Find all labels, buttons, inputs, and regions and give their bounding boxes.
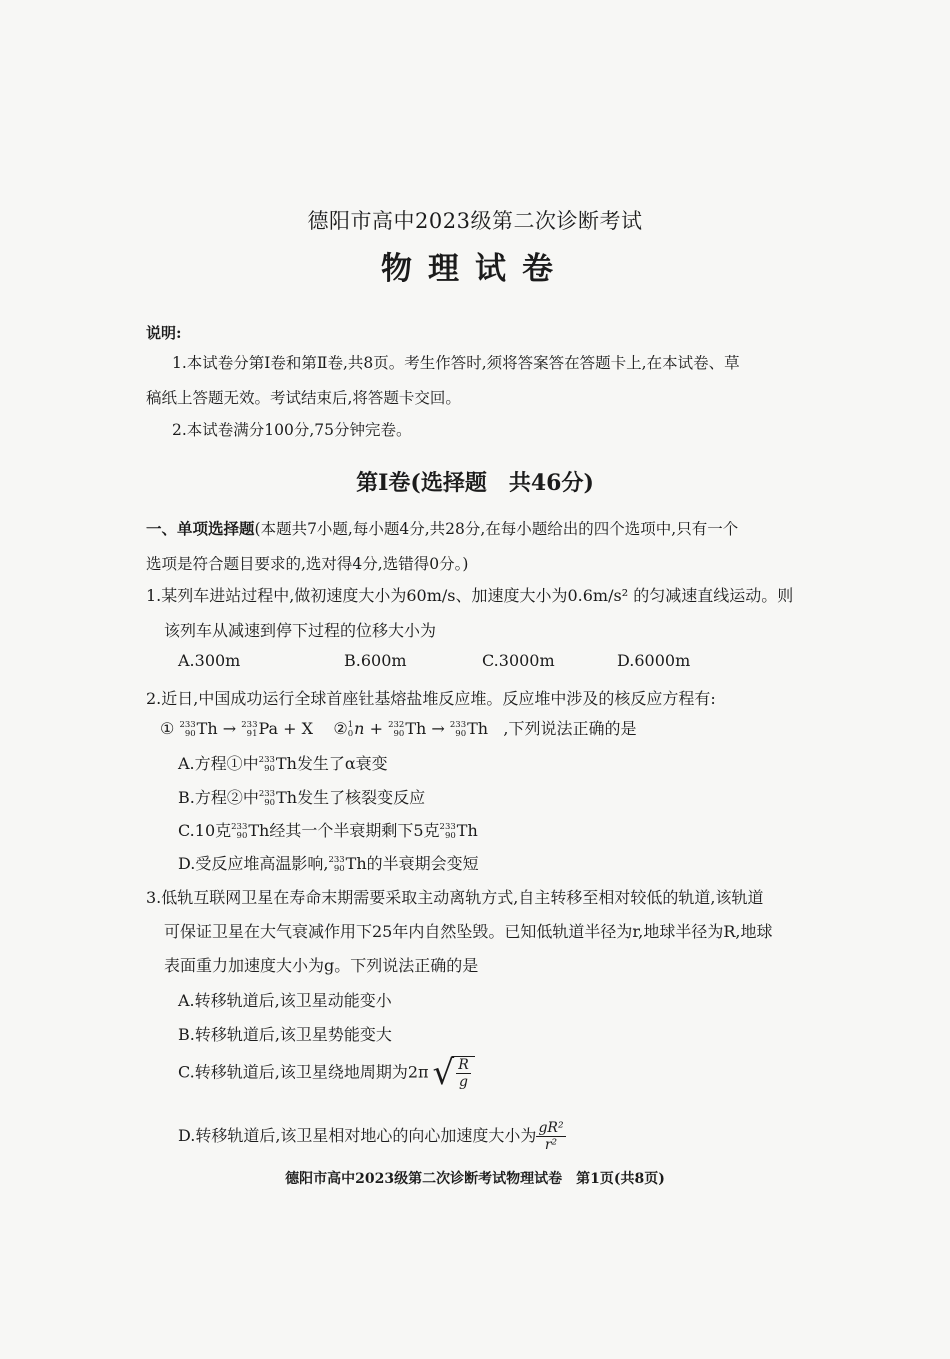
th233-nuclide-index <box>259 756 275 774</box>
part-instructions-2: 选项是符合题目要求的,选对得4分,选错得0分。) <box>146 555 469 573</box>
eq2-marker: ② <box>333 719 348 738</box>
pa-nuclide-index <box>241 721 257 739</box>
th233-nuclide-index <box>179 721 195 739</box>
eq1-tail: + X <box>283 719 314 738</box>
q2-option-a <box>178 751 388 774</box>
option-text: C.转移轨道后,该卫星绕地周期为2π <box>178 1062 429 1082</box>
th-symbol: Th <box>196 719 218 738</box>
option-text: D.受反应堆高温影响, <box>178 854 329 873</box>
subject-title: 物理试卷 <box>381 251 569 287</box>
q3-option-a: A.转移轨道后,该卫星动能变小 <box>178 991 392 1010</box>
option-text: Th发生了α衰变 <box>275 754 388 773</box>
q2-option-b <box>178 785 425 808</box>
th233-nuclide-index <box>328 856 344 874</box>
mass-number: 233 <box>439 821 456 832</box>
mass-number: 233 <box>328 854 345 865</box>
q3-stem-line-3: 表面重力加速度大小为g。下列说法正确的是 <box>164 956 479 975</box>
option-text: Th经其一个半衰期剩下5克 <box>248 821 440 840</box>
option-text: C.10克 <box>178 821 232 840</box>
option-text: Th的半衰期会变短 <box>345 854 479 873</box>
notes-line-2: 稿纸上答题无效。考试结束后,将答题卡交回。 <box>146 389 461 407</box>
option-text: A.方程①中 <box>178 754 259 773</box>
sqrt-expression <box>432 1053 475 1093</box>
q2-equations <box>160 716 636 739</box>
q3-stem-line-1: 3.低轨互联网卫星在寿命末期需要采取主动离轨方式,自主转移至相对较低的轨道,该轨道 <box>146 888 764 907</box>
q1-option-b: B.600m <box>344 651 407 670</box>
q3-option-c <box>178 1053 475 1093</box>
atomic-number: 90 <box>236 830 248 841</box>
mass-number: 233 <box>179 719 196 730</box>
q1-stem-line-2: 该列车从减速到停下过程的位移大小为 <box>164 621 437 640</box>
th232-nuclide-index <box>388 721 404 739</box>
eq1-marker: ① <box>160 719 175 738</box>
th-symbol: Th <box>467 719 489 738</box>
th233-nuclide-index <box>259 790 275 808</box>
q1-option-c: C.3000m <box>482 651 555 670</box>
fraction-numerator: R <box>458 1057 469 1073</box>
sqrt-fraction <box>452 1056 475 1090</box>
q2-option-c <box>178 818 478 841</box>
fraction-numerator: gR² <box>538 1120 564 1136</box>
atomic-number: 90 <box>444 830 456 841</box>
section-title: 第Ⅰ卷(选择题 共46分) <box>356 470 594 496</box>
q2-option-d <box>178 851 479 874</box>
mass-number: 233 <box>258 754 275 765</box>
notes-title: 说明: <box>146 324 182 342</box>
sqrt-sign: √ <box>432 1053 455 1093</box>
mass-number: 233 <box>231 821 248 832</box>
neutron-symbol: n <box>354 719 365 738</box>
part-heading: 一、单项选择题 <box>146 519 255 538</box>
atomic-number: 90 <box>455 728 467 739</box>
q3-option-d <box>178 1120 566 1153</box>
part-instructions-1 <box>146 517 738 539</box>
atomic-number: 90 <box>264 763 275 774</box>
q1-option-a: A.300m <box>178 651 241 670</box>
atomic-number: 90 <box>393 728 405 739</box>
fraction <box>536 1120 565 1153</box>
atomic-number: 90 <box>333 863 345 874</box>
reaction-arrow: → <box>431 719 445 738</box>
q1-option-d: D.6000m <box>617 651 691 670</box>
notes-line-1: 1.本试卷分第Ⅰ卷和第Ⅱ卷,共8页。考生作答时,须将答案答在答题卡上,在本试卷、草 <box>172 354 740 372</box>
option-text: D.转移轨道后,该卫星相对地心的向心加速度大小为 <box>178 1126 537 1145</box>
q1-stem-line-1: 1.某列车进站过程中,做初速度大小为60m/s、加速度大小为0.6m/s² 的匀减速直线运动。则 <box>146 586 794 605</box>
option-text: Th <box>456 821 478 840</box>
page-footer: 德阳市高中2023级第二次诊断考试物理试卷 第1页(共8页) <box>285 1171 665 1187</box>
q3-option-b: B.转移轨道后,该卫星势能变大 <box>178 1025 392 1044</box>
th233-nuclide-index <box>450 721 466 739</box>
th233-nuclide-index <box>231 823 247 841</box>
q2-stem-tail: ,下列说法正确的是 <box>503 719 637 738</box>
fraction-denominator: r² <box>544 1137 558 1153</box>
atomic-number: 90 <box>184 728 196 739</box>
option-text: B.方程②中 <box>178 788 259 807</box>
th233-nuclide-index <box>440 823 456 841</box>
atomic-number: 91 <box>246 728 258 739</box>
q2-stem-line-1: 2.近日,中国成功运行全球首座钍基熔盐堆反应堆。反应堆中涉及的核反应方程有: <box>146 689 716 708</box>
fraction-denominator: g <box>459 1074 468 1090</box>
mass-number: 233 <box>258 788 276 799</box>
atomic-number: 0 <box>347 728 354 739</box>
notes-line-3: 2.本试卷满分100分,75分钟完卷。 <box>172 421 412 439</box>
fraction <box>456 1057 471 1090</box>
reaction-arrow: → <box>222 719 237 738</box>
atomic-number: 90 <box>264 797 276 808</box>
mass-number: 233 <box>449 719 467 730</box>
th-symbol: Th <box>405 719 427 738</box>
q3-stem-line-2: 可保证卫星在大气衰减作用下25年内自然坠毁。已知低轨道半径为r,地球半径为R,地球 <box>164 922 773 941</box>
part-instructions-text: (本题共7小题,每小题4分,共28分,在每小题给出的四个选项中,只有一个 <box>254 520 739 538</box>
mass-number: 232 <box>388 719 405 730</box>
mass-number: 1 <box>347 719 354 730</box>
pa-symbol: Pa <box>258 719 279 738</box>
plus-sign: + <box>369 719 383 738</box>
option-text: Th发生了核裂变反应 <box>276 788 426 807</box>
neutron-index <box>348 721 353 739</box>
mass-number: 233 <box>241 719 258 730</box>
exam-title: 德阳市高中2023级第二次诊断考试 <box>307 209 643 233</box>
